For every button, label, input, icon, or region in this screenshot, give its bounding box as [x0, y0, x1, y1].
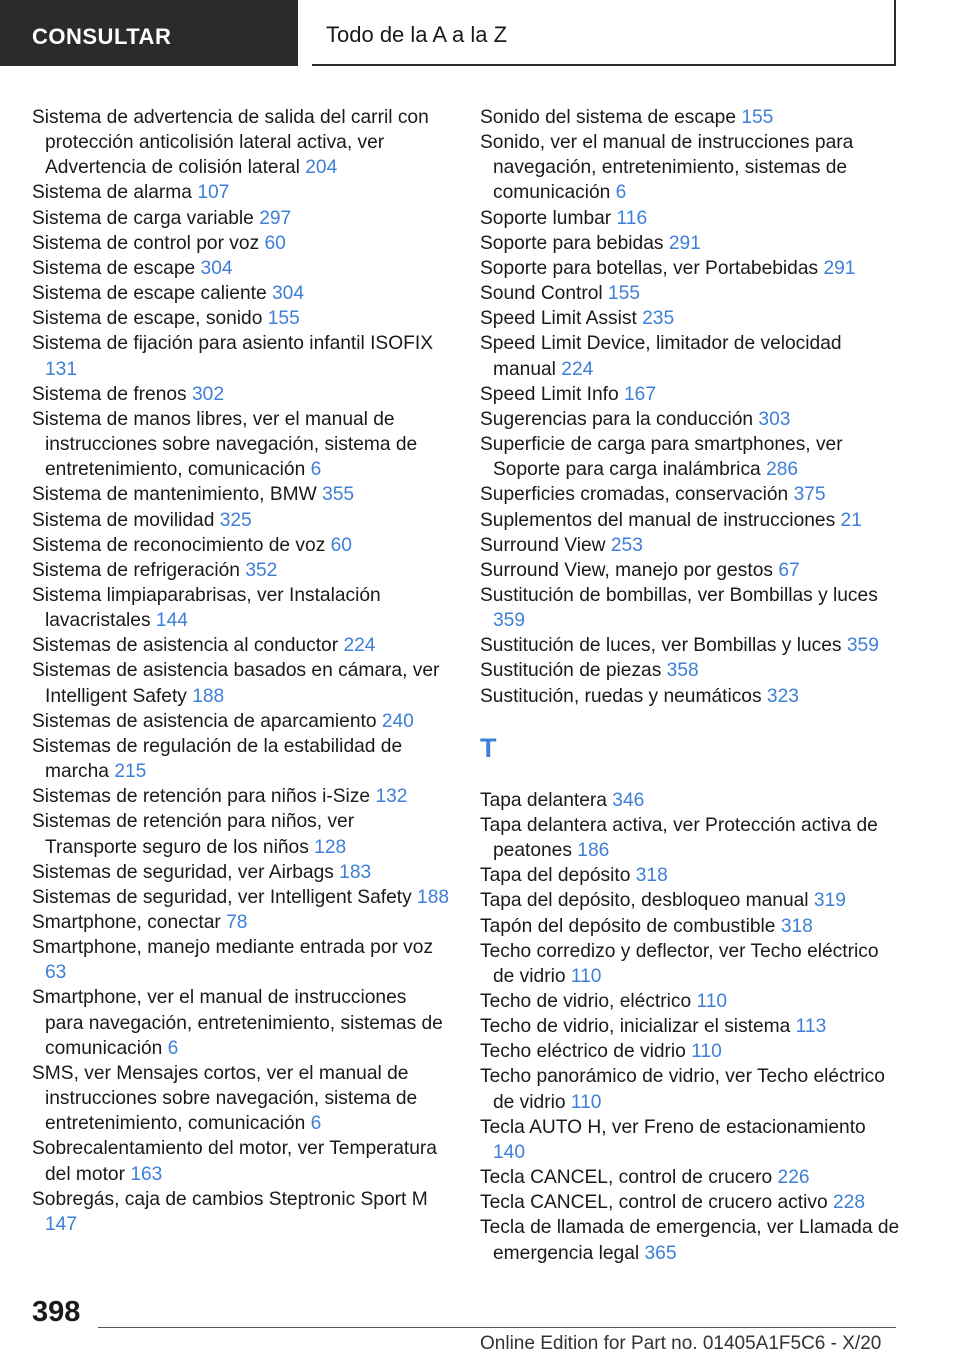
- index-entry: [480, 863, 900, 888]
- index-entry-text: Sustitución, ruedas y neumáticos: [480, 685, 762, 707]
- page-link[interactable]: 78: [226, 912, 248, 933]
- index-entry-text: Sistema de frenos: [32, 383, 187, 405]
- page-link[interactable]: 355: [322, 484, 355, 506]
- page-link[interactable]: 358: [666, 660, 699, 682]
- index-entry-text: Tapa del depósito, desbloqueo manual: [480, 890, 809, 912]
- index-entry-text: Sistema de manos libres, ver el manual de instrucciones sobre navegación, sistema de entretenimiento, comunicación: [32, 408, 418, 481]
- topic-tab: Todo de la A a la Z: [312, 0, 896, 66]
- index-entry: [32, 885, 450, 910]
- index-entry-text: Speed Limit Info: [480, 383, 619, 405]
- index-entry-text: Surround View: [480, 534, 606, 556]
- index-entry-text: Sugerencias para la conducción: [480, 408, 754, 430]
- page-link[interactable]: 60: [330, 534, 352, 556]
- index-entry: [480, 1215, 900, 1265]
- index-entry-text: Sustitución de bombillas, ver Bombillas y luces: [480, 584, 878, 606]
- page-link[interactable]: 110: [696, 991, 728, 1012]
- index-entry: [480, 432, 900, 482]
- index-entry: [32, 809, 450, 859]
- index-entry: [480, 508, 900, 533]
- page-link[interactable]: 188: [192, 685, 225, 707]
- page-link[interactable]: 224: [561, 358, 594, 380]
- page-link[interactable]: 110: [691, 1041, 722, 1063]
- index-entry: [480, 281, 900, 306]
- page-link[interactable]: 235: [642, 308, 675, 330]
- index-entry: [480, 407, 900, 432]
- page-link[interactable]: 188: [417, 886, 450, 908]
- index-entry-text: Tecla de llamada de emergencia, ver Llamada de emergencia legal: [480, 1217, 900, 1264]
- index-entry: [32, 331, 450, 381]
- page-link[interactable]: 304: [200, 257, 233, 279]
- index-entry-text: Tecla CANCEL, control de crucero: [480, 1167, 773, 1189]
- index-entry: [32, 734, 450, 784]
- index-entry: [480, 331, 900, 381]
- index-entry-text: Speed Limit Device, limitador de velocidad manual: [480, 333, 842, 380]
- index-entry-text: Techo panorámico de vidrio, ver Techo eléctrico de vidrio: [480, 1066, 885, 1113]
- index-entry: [480, 1039, 900, 1064]
- page-link[interactable]: 215: [114, 761, 147, 783]
- index-entry-text: Tapa delantera: [480, 789, 607, 811]
- page-link[interactable]: 304: [272, 283, 305, 305]
- index-entry: [32, 860, 450, 885]
- index-entry: [32, 1187, 450, 1237]
- page-link[interactable]: 365: [644, 1242, 677, 1264]
- index-entry-text: Sistemas de asistencia al conductor: [32, 635, 339, 657]
- index-entry: [480, 231, 900, 256]
- index-entry-text: Sistema de reconocimiento de voz: [32, 534, 326, 556]
- page-link[interactable]: 155: [267, 308, 300, 330]
- page-link[interactable]: 302: [192, 383, 225, 405]
- index-entry: [32, 382, 450, 407]
- index-entry-text: Sistema de movilidad: [32, 509, 215, 531]
- index-entry: [32, 306, 450, 331]
- index-entry: [32, 784, 450, 809]
- index-entry-text: Techo de vidrio, inicializar el sistema: [480, 1016, 791, 1038]
- index-entry: [480, 633, 900, 658]
- index-column-left: [32, 105, 450, 1237]
- page-link[interactable]: 132: [375, 786, 408, 808]
- index-entry: [480, 813, 900, 863]
- index-entry: [32, 231, 450, 256]
- index-entry-text: Tecla CANCEL, control de crucero activo: [480, 1192, 828, 1214]
- page-link[interactable]: 128: [314, 836, 347, 858]
- page-link[interactable]: 6: [310, 459, 322, 481]
- index-entry: [480, 914, 900, 939]
- index-entry-text: Sistema de escape: [32, 257, 196, 279]
- index-entry: [32, 206, 450, 231]
- footer-divider: [98, 1327, 896, 1328]
- index-entry-text: Smartphone, conectar: [32, 912, 221, 933]
- index-entry: [32, 508, 450, 533]
- index-entry: [32, 985, 450, 1060]
- page-link[interactable]: 63: [45, 962, 67, 984]
- index-entry: [480, 888, 900, 913]
- index-entry-text: Superficie de carga para smartphones, ver Soporte para carga inalámbrica: [480, 434, 843, 481]
- index-entry: [32, 935, 450, 985]
- index-entry-text: Sistema de refrigeración: [32, 559, 240, 581]
- index-entry-text: Speed Limit Assist: [480, 308, 637, 330]
- index-entry-text: Sobrecalentamiento del motor, ver Temperatura del motor: [32, 1138, 437, 1185]
- page-link[interactable]: 240: [381, 710, 414, 732]
- index-list-s: [480, 105, 900, 709]
- index-entry-text: Sistema de fijación para asiento infantil ISOFIX: [32, 333, 434, 355]
- page-link[interactable]: 325: [219, 509, 252, 531]
- page-link[interactable]: 226: [777, 1167, 810, 1189]
- page-link[interactable]: 319: [813, 890, 846, 912]
- page-link[interactable]: 167: [624, 383, 657, 405]
- index-entry-text: SMS, ver Mensajes cortos, ver el manual de instrucciones sobre navegación, sistema de entretenimiento, comunicación: [32, 1062, 418, 1135]
- page-header: [0, 0, 960, 66]
- index-entry-text: Sistemas de seguridad, ver Airbags: [32, 861, 334, 883]
- index-entry: [480, 558, 900, 583]
- index-entry: [32, 658, 450, 708]
- page-link[interactable]: 318: [635, 865, 668, 887]
- index-entry-text: Tapón del depósito de combustible: [480, 915, 776, 937]
- page-link[interactable]: 155: [741, 107, 774, 128]
- index-entry: [32, 533, 450, 558]
- page-link[interactable]: 155: [608, 283, 641, 305]
- index-entry-text: Surround View, manejo por gestos: [480, 559, 773, 581]
- index-entry-text: Sonido del sistema de escape: [480, 107, 736, 128]
- index-entry: [32, 105, 450, 180]
- index-entry: [32, 281, 450, 306]
- index-entry: [32, 180, 450, 205]
- page-link[interactable]: 253: [610, 534, 643, 556]
- index-entry: [480, 583, 900, 633]
- section-letter: T: [480, 733, 497, 764]
- page-link[interactable]: 107: [197, 182, 230, 204]
- index-entry-text: Sistema de carga variable: [32, 207, 254, 229]
- index-entry-text: Smartphone, manejo mediante entrada por voz: [32, 937, 434, 959]
- index-entry-text: Tapa delantera activa, ver Protección activa de peatones: [480, 814, 878, 862]
- index-entry: [32, 709, 450, 734]
- index-entry-text: Sistemas de asistencia de aparcamiento: [32, 710, 377, 732]
- index-entry: [32, 482, 450, 507]
- page-link[interactable]: 228: [833, 1192, 866, 1214]
- index-entry-text: Sistema de escape, sonido: [32, 308, 263, 330]
- index-entry-text: Superficies cromadas, conservación: [480, 484, 789, 506]
- page-link[interactable]: 291: [823, 257, 856, 279]
- index-entry: [32, 256, 450, 281]
- index-entry-text: Soporte lumbar: [480, 207, 612, 229]
- index-entry: [480, 130, 900, 205]
- index-entry-text: Sistema de alarma: [32, 182, 192, 204]
- index-entry: [32, 910, 450, 935]
- index-entry-text: Sistemas de retención para niños i-Size: [32, 786, 371, 808]
- index-entry-text: Sistemas de regulación de la estabilidad de marcha: [32, 735, 403, 783]
- page-link[interactable]: 375: [793, 484, 826, 506]
- page-link[interactable]: 6: [167, 1037, 179, 1059]
- page-link[interactable]: 21: [840, 509, 862, 531]
- index-entry: [32, 583, 450, 633]
- index-entry-text: Sustitución de luces, ver Bombillas y luces: [480, 635, 842, 657]
- index-entry: [480, 1165, 900, 1190]
- index-entry-text: Techo corredizo y deflector, ver Techo eléctrico de vidrio: [480, 940, 879, 987]
- index-entry: [480, 939, 900, 989]
- index-column-right: [480, 105, 900, 1266]
- index-entry-text: Sistemas de retención para niños, ver Transporte seguro de los niños: [32, 811, 355, 858]
- index-entry: [32, 558, 450, 583]
- index-entry: [480, 382, 900, 407]
- page-link[interactable]: 318: [780, 915, 813, 937]
- page-link[interactable]: 6: [615, 182, 627, 204]
- page-link[interactable]: 346: [612, 789, 645, 811]
- page-link[interactable]: 6: [310, 1113, 322, 1135]
- page-link[interactable]: 286: [766, 459, 799, 481]
- page-link[interactable]: 113: [795, 1016, 827, 1038]
- index-entry-text: Tapa del depósito: [480, 865, 631, 887]
- edition-footer: Online Edition for Part no. 01405A1F5C6 - X/20: [480, 1333, 882, 1354]
- index-entry-text: Smartphone, ver el manual de instrucciones para navegación, entretenimiento, sistemas de comunicación: [32, 987, 443, 1059]
- page-link[interactable]: 163: [130, 1163, 163, 1185]
- index-entry: [480, 1115, 900, 1165]
- index-entry: [480, 1064, 900, 1114]
- page-link[interactable]: 224: [343, 635, 376, 657]
- index-entry: [480, 658, 900, 683]
- index-entry-text: Sustitución de piezas: [480, 660, 662, 682]
- index-entry-text: Sistema limpiaparabrisas, ver Instalación lavacristales: [32, 584, 381, 632]
- index-entry-text: Sistema de escape caliente: [32, 283, 267, 305]
- page-link[interactable]: 352: [245, 559, 278, 581]
- index-entry-text: Techo eléctrico de vidrio: [480, 1041, 686, 1063]
- index-entry: [480, 1014, 900, 1039]
- index-entry-text: Sistema de mantenimiento, BMW: [32, 484, 317, 506]
- index-entry-text: Sistemas de seguridad, ver Intelligent Safety: [32, 886, 412, 908]
- page-link[interactable]: 60: [264, 232, 286, 254]
- index-entry: [480, 105, 900, 130]
- section-tab: CONSULTAR: [0, 0, 298, 66]
- page-link[interactable]: 110: [570, 1091, 602, 1113]
- index-entry: [480, 989, 900, 1014]
- index-entry-text: Techo de vidrio, eléctrico: [480, 991, 692, 1012]
- page-link[interactable]: 144: [155, 610, 188, 632]
- index-entry-text: Sobregás, caja de cambios Steptronic Sport M: [32, 1188, 428, 1210]
- index-entry: [32, 1136, 450, 1186]
- index-entry-text: Sonido, ver el manual de instrucciones para navegación, entretenimiento, sistemas de comunicación: [480, 132, 854, 204]
- index-entry: [480, 482, 900, 507]
- page-link[interactable]: 116: [616, 207, 648, 229]
- index-entry-text: Tecla AUTO H, ver Freno de estacionamiento: [480, 1116, 866, 1138]
- index-entry-text: Sistema de control por voz: [32, 232, 260, 254]
- index-entry: [480, 684, 900, 709]
- page-link[interactable]: 359: [493, 610, 526, 632]
- page-link[interactable]: 131: [45, 358, 78, 380]
- index-entry-text: Suplementos del manual de instrucciones: [480, 509, 836, 531]
- page-link[interactable]: 204: [305, 157, 338, 179]
- index-entry: [480, 533, 900, 558]
- section-letter-container: [480, 709, 900, 788]
- index-entry-text: Soporte para bebidas: [480, 232, 664, 254]
- index-entry-text: Sound Control: [480, 283, 603, 305]
- page-number: 398: [32, 1296, 81, 1328]
- page-link[interactable]: 291: [668, 232, 701, 254]
- index-entry-text: Sistema de advertencia de salida del carril con protección anticolisión lateral activa, ver Advertencia de colisión lateral: [32, 107, 429, 179]
- page-link[interactable]: 297: [259, 207, 292, 229]
- index-entry-text: Sistemas de asistencia basados en cámara, ver Intelligent Safety: [32, 660, 440, 707]
- index-entry: [480, 1190, 900, 1215]
- index-entry: [32, 407, 450, 482]
- index-entry: [480, 256, 900, 281]
- page-link[interactable]: 183: [339, 861, 372, 883]
- index-entry: [32, 1061, 450, 1136]
- index-entry: [480, 788, 900, 813]
- page-link[interactable]: 186: [577, 840, 610, 862]
- page-link[interactable]: 147: [45, 1213, 78, 1235]
- page-link[interactable]: 140: [493, 1141, 526, 1163]
- page-link[interactable]: 303: [758, 408, 791, 430]
- index-entry-text: Soporte para botellas, ver Portabebidas: [480, 257, 819, 279]
- page-link[interactable]: 323: [766, 685, 799, 707]
- page-link[interactable]: 359: [846, 635, 879, 657]
- index-entry: [32, 633, 450, 658]
- index-list-t: [480, 788, 900, 1266]
- page-link[interactable]: 67: [778, 559, 800, 581]
- index-entry: [480, 306, 900, 331]
- index-entry: [480, 206, 900, 231]
- page-link[interactable]: 110: [570, 965, 602, 987]
